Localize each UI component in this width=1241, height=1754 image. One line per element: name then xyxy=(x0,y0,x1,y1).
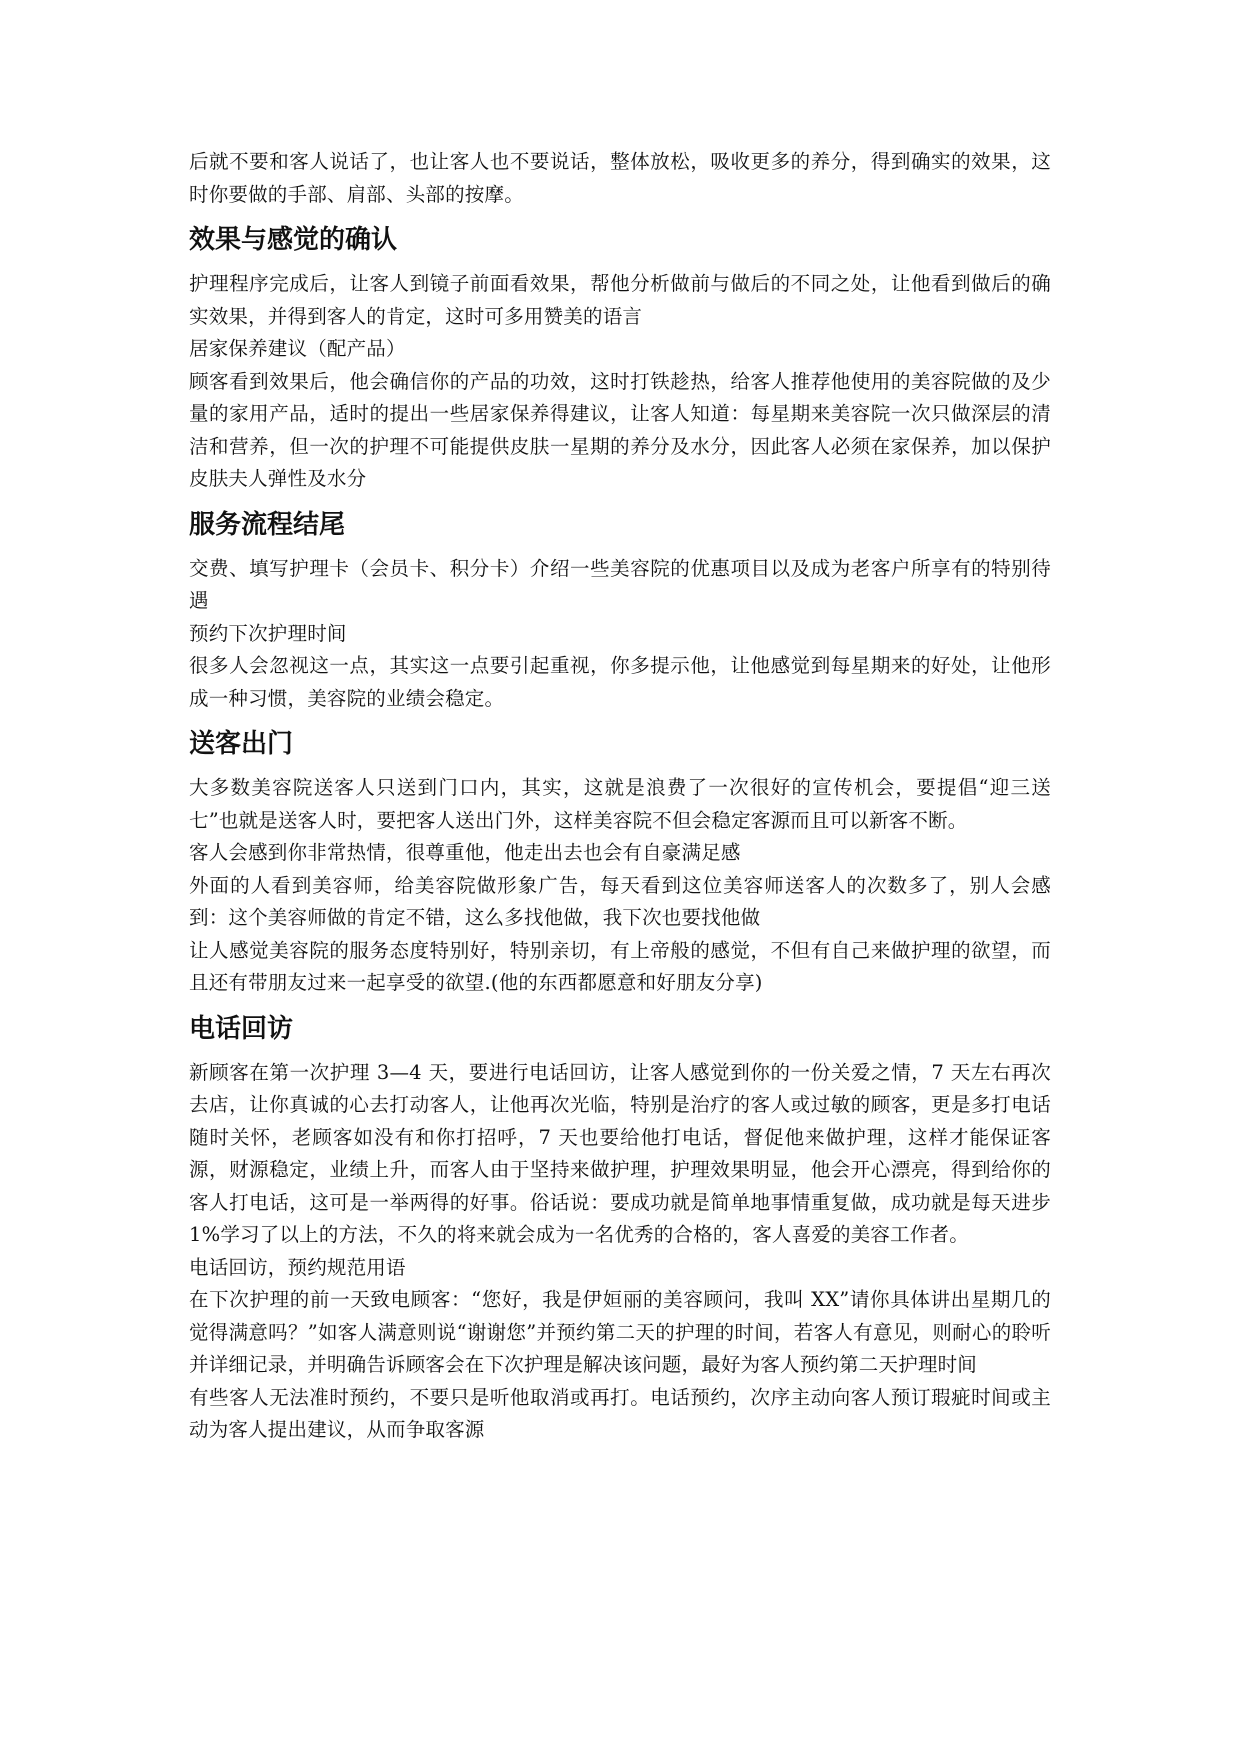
section-heading-service-closing: 服务流程结尾 xyxy=(189,509,346,540)
section-heading-phone-follow-up: 电话回访 xyxy=(189,1013,294,1044)
section-heading-see-guest-off: 送客出门 xyxy=(189,729,294,759)
paragraph: 后就不要和客人说话了，也让客人也不要说话，整体放松，吸收更多的养分，得到确实的效果，这时你要做的手部、肩部、头部的按摩。 xyxy=(189,150,1051,206)
paragraph: 外面的人看到美容师，给美容院做形象广告，每天看到这位美容师送客人的次数多了，别人会感到：这个美容师做的肯定不错，这么多找他做，我下次也要找他做 xyxy=(189,873,1051,929)
paragraph: 客人会感到你非常热情，很尊重他，他走出去也会有自豪满足感 xyxy=(189,841,741,864)
document-body xyxy=(189,146,1051,1447)
paragraph: 顾客看到效果后，他会确信你的产品的功效，这时打铁趁热，给客人推荐他使用的美容院做的及少量的家用产品，适时的提出一些居家保养得建议，让客人知道：每星期来美容院一次只做深层的清洁和营养，但一次的护理不可能提供皮肤一星期的养分及水分，因此客人必须在家保养，加以保护皮肤夫人弹性及水分 xyxy=(189,369,1051,490)
paragraph: 电话回访，预约规范用语 xyxy=(189,1255,406,1279)
paragraph: 交费、填写护理卡（会员卡、积分卡）介绍一些美容院的优惠项目以及成为老客户所享有的特别待遇 xyxy=(189,556,1051,612)
paragraph: 有些客人无法准时预约，不要只是听他取消或再打。电话预约，次序主动向客人预订瑕疵时间或主动为客人提出建议，从而争取客源 xyxy=(189,1385,1051,1441)
paragraph: 让人感觉美容院的服务态度特别好，特别亲切，有上帝般的感觉，不但有自己来做护理的欲望，而且还有带朋友过来一起享受的欲望.(他的东西都愿意和好朋友分享) xyxy=(189,938,1051,994)
paragraph: 新顾客在第一次护理 3—4 天，要进行电话回访，让客人感觉到你的一份关爱之情，7 天左右再次去店，让你真诚的心去打动客人，让他再次光临，特别是治疗的客人或过敏的顾客，更是多打电话随时关怀，老顾客如没有和你打招呼，7 天也要给他打电话，督促他来做护理，这样才能保证客源，财源稳定，业绩上升，而客人由于坚持来做护理，护理效果明显，他会开心漂亮，得到给你的客人打电话，这可是一举两得的好事。俗话说：要成功就是简单地事情重复做，成功就是每天进步 1%学习了以上的方法，不久的将来就会成为一名优秀的合格的，客人喜爱的美容工作者。 xyxy=(189,1060,1051,1246)
paragraph: 很多人会忽视这一点，其实这一点要引起重视，你多提示他，让他感觉到每星期来的好处，让他形成一种习惯，美容院的业绩会稳定。 xyxy=(189,654,1051,710)
section-heading-effect-confirmation: 效果与感觉的确认 xyxy=(189,225,398,255)
paragraph: 护理程序完成后，让客人到镜子前面看效果，帮他分析做前与做后的不同之处，让他看到做后的确实效果，并得到客人的肯定，这时可多用赞美的语言 xyxy=(189,272,1051,328)
paragraph: 预约下次护理时间 xyxy=(189,621,347,645)
paragraph: 在下次护理的前一天致电顾客：“您好，我是伊姮丽的美容顾问，我叫 XX”请你具体讲出星期几的 觉得满意吗？”如客人满意则说“谢谢您”并预约第二天的护理的时间，若客人有意见，则耐心的聆听并详细记录，并明确告诉顾客会在下次护理是解决该问题，最好为客人预约第二天护理时间 xyxy=(189,1288,1051,1376)
paragraph: 居家保养建议（配产品） xyxy=(189,337,406,360)
paragraph: 大多数美容院送客人只送到门口内，其实，这就是浪费了一次很好的宣传机会，要提倡“迎三送七”也就是送客人时，要把客人送出门外，这样美容院不但会稳定客源而且可以新客不断。 xyxy=(189,776,1051,832)
